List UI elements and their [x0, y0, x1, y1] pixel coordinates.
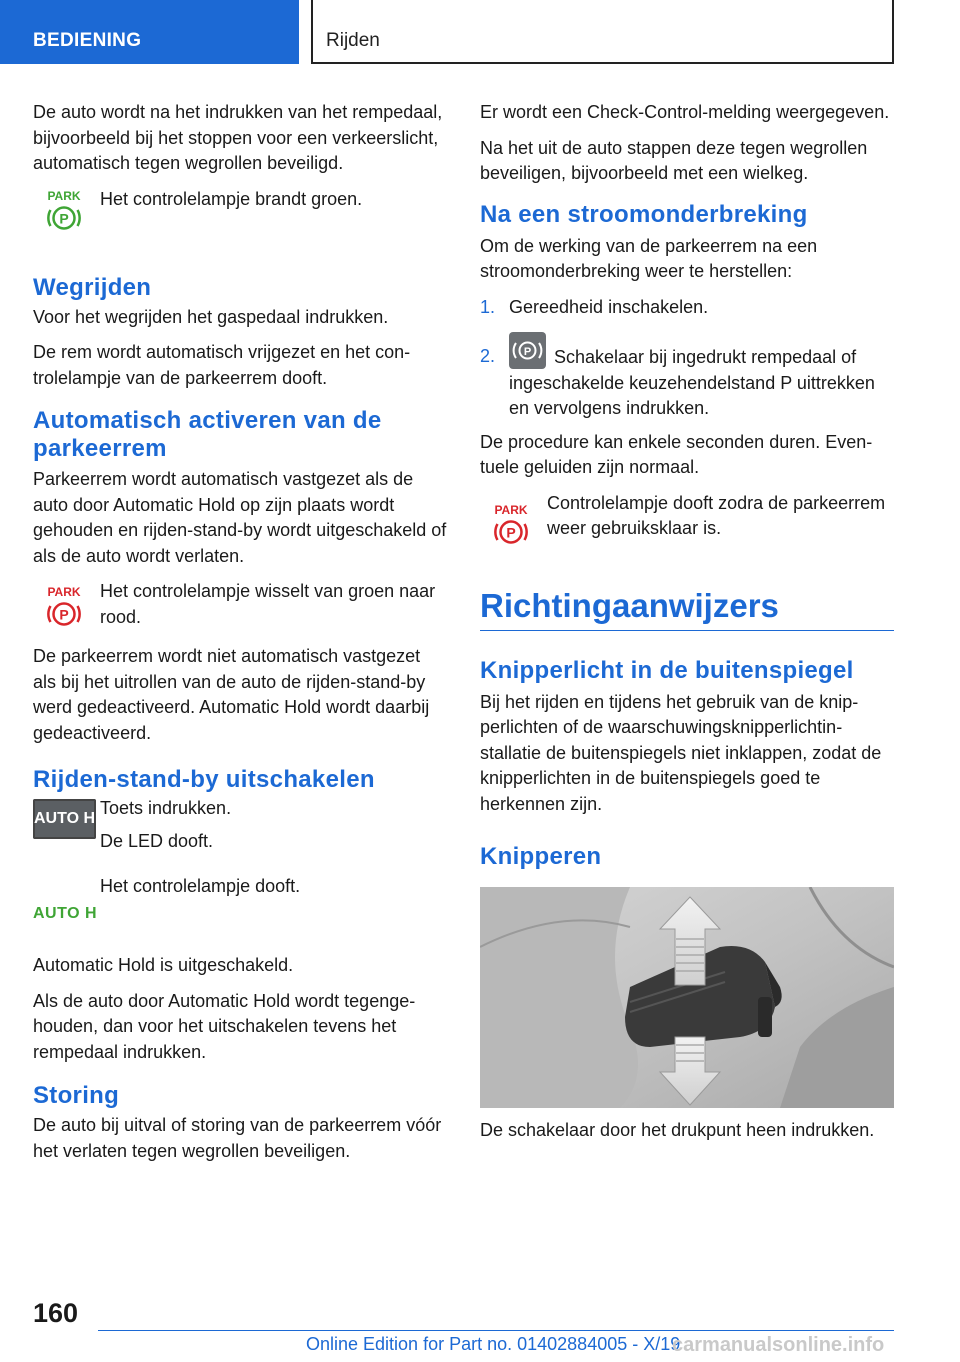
right-p2: Na het uit de auto stappen deze tegen wegrollen beveiligen, bijvoorbeeld met een wielkeg. — [480, 137, 868, 183]
step-2-text: Schakelaar bij ingedrukt rempedaal of ingeschakelde keuzehendelstand P uittrekken en vervolgens indrukken. — [509, 347, 875, 418]
svg-text:P: P — [506, 524, 516, 540]
step-1-number: 1. — [480, 296, 496, 317]
svg-text:P: P — [523, 346, 532, 358]
heading-knipperlicht: Knipperlicht in de buitenspiegel — [480, 656, 854, 684]
svg-text:PARK: PARK — [494, 502, 528, 517]
park-red-icon — [484, 501, 538, 547]
heading-richtingaanwijzers: Richtingaanwijzers — [480, 586, 779, 624]
standby-p2: Als de auto door Automatic Hold wordt tegengehouden, dan voor het uitschakelen tevens het rempedaal indrukken. — [33, 990, 416, 1062]
park-red-icon — [37, 583, 91, 629]
lamp-off-row — [33, 874, 447, 923]
chapter-tab — [311, 0, 894, 64]
chapter-title: Rijden — [326, 30, 380, 51]
autoh-button-row — [33, 796, 447, 854]
step-2 — [480, 332, 894, 422]
auto-activeren-p2: De parkeerrem wordt niet automatisch vastgezet als bij het uitrollen van de auto de rijden-stand-by werd gedeactiveerd. Automatic Hold wordt daarbij gedeactiveerd. — [33, 646, 430, 743]
knipperlicht-p1: Bij het rijden en tijdens het gebruik van de knipperlichten of de waarschuwingsknipperlichtinstallatie de buitenspiegels niet inklappen, zodat de knipperlichten in de buitenspiegels goed te herkennen zijn. — [480, 691, 882, 814]
section-rule — [480, 630, 894, 631]
stroom-p1: Om de werking van de parkeerrem na een stroomonderbreking weer te herstellen: — [480, 235, 818, 281]
lamp-green-row — [33, 187, 447, 238]
storing-p1: De auto bij uitval of storing van de parkeerrem vóór het verlaten tegen wegrollen beveiligen. — [33, 1115, 442, 1161]
footer-edition: Online Edition for Part no. 01402884005 - X/19 — [306, 1334, 681, 1354]
wegrijden-p1: Voor het wegrijden het gaspedaal indrukken. — [33, 306, 389, 327]
park-green-icon — [37, 187, 91, 233]
section-title: BEDIENING — [33, 30, 142, 51]
lamp-switch-row — [33, 579, 447, 634]
knipperen-p1: De schakelaar door het drukpunt heen indrukken. — [480, 1120, 875, 1140]
standby-p1: Automatic Hold is uitgeschakeld. — [33, 955, 294, 975]
step-2-number: 2. — [480, 346, 496, 366]
heading-stroomonderbreking: Na een stroomonderbreking — [480, 200, 808, 228]
stroom-p2: De procedure kan enkele seconden duren. Eventuele geluiden zijn normaal. — [480, 431, 873, 477]
lamp-ready-row — [480, 491, 894, 552]
right-column — [480, 100, 894, 1144]
lamp-switch-text: Het controlelampje wisselt van groen naar rood. — [100, 581, 436, 627]
heading-automatisch-activeren: Automatisch activeren van de parkeerrem — [33, 407, 382, 462]
auto-activeren-p1: Parkeerrem wordt automatisch vastgezet als de auto door Automatic Hold op zijn plaats wordt gehouden en rijden-stand-by wordt uitgeschakeld of als de auto wordt verlaten. — [33, 469, 447, 566]
svg-text:PARK: PARK — [47, 188, 81, 203]
wegrijden-p2: De rem wordt automatisch vrijgezet en het controlelampje van de parkeerrem dooft. — [33, 342, 411, 388]
lamp-off-text: Het controlelampje dooft. — [100, 876, 301, 896]
autoh-green-icon: AUTO H — [33, 905, 98, 922]
watermark: carmanualsonline.info — [672, 1334, 885, 1356]
footer-rule — [98, 1330, 894, 1331]
svg-text:PARK: PARK — [47, 585, 81, 599]
led-text: De LED dooft. — [100, 830, 214, 851]
heading-knipperen: Knipperen — [480, 843, 602, 870]
heading-wegrijden: Wegrijden — [33, 273, 152, 301]
svg-text:P: P — [59, 210, 69, 226]
step-1-text: Gereedheid inschakelen. — [509, 296, 709, 317]
right-p1: Er wordt een Check-Control-melding weergegeven. — [480, 102, 890, 122]
toets-text: Toets indrukken. — [100, 798, 232, 818]
left-column — [33, 100, 447, 1164]
autoh-button-icon: AUTO H — [33, 799, 96, 839]
intro-paragraph: De auto wordt na het indrukken van het rempedaal, bijvoorbeeld bij het stoppen voor een verkeerslicht, automatisch tegen wegrollen beveiligd. — [33, 102, 443, 173]
turn-signal-lever-image — [480, 887, 894, 1108]
lamp-ready-text: Controlelampje dooft zodra de parkeerrem weer gebruiksklaar is. — [547, 492, 886, 538]
parking-brake-switch-icon — [509, 332, 546, 369]
heading-rijden-standby: Rijden-stand-by uitschakelen — [33, 766, 375, 793]
lamp-green-text: Het controlelampje brandt groen. — [100, 188, 363, 209]
section-tab — [0, 0, 299, 64]
page-number: 160 — [33, 1298, 79, 1328]
heading-storing: Storing — [33, 1082, 120, 1109]
svg-text:P: P — [59, 606, 69, 623]
step-1 — [480, 295, 894, 321]
